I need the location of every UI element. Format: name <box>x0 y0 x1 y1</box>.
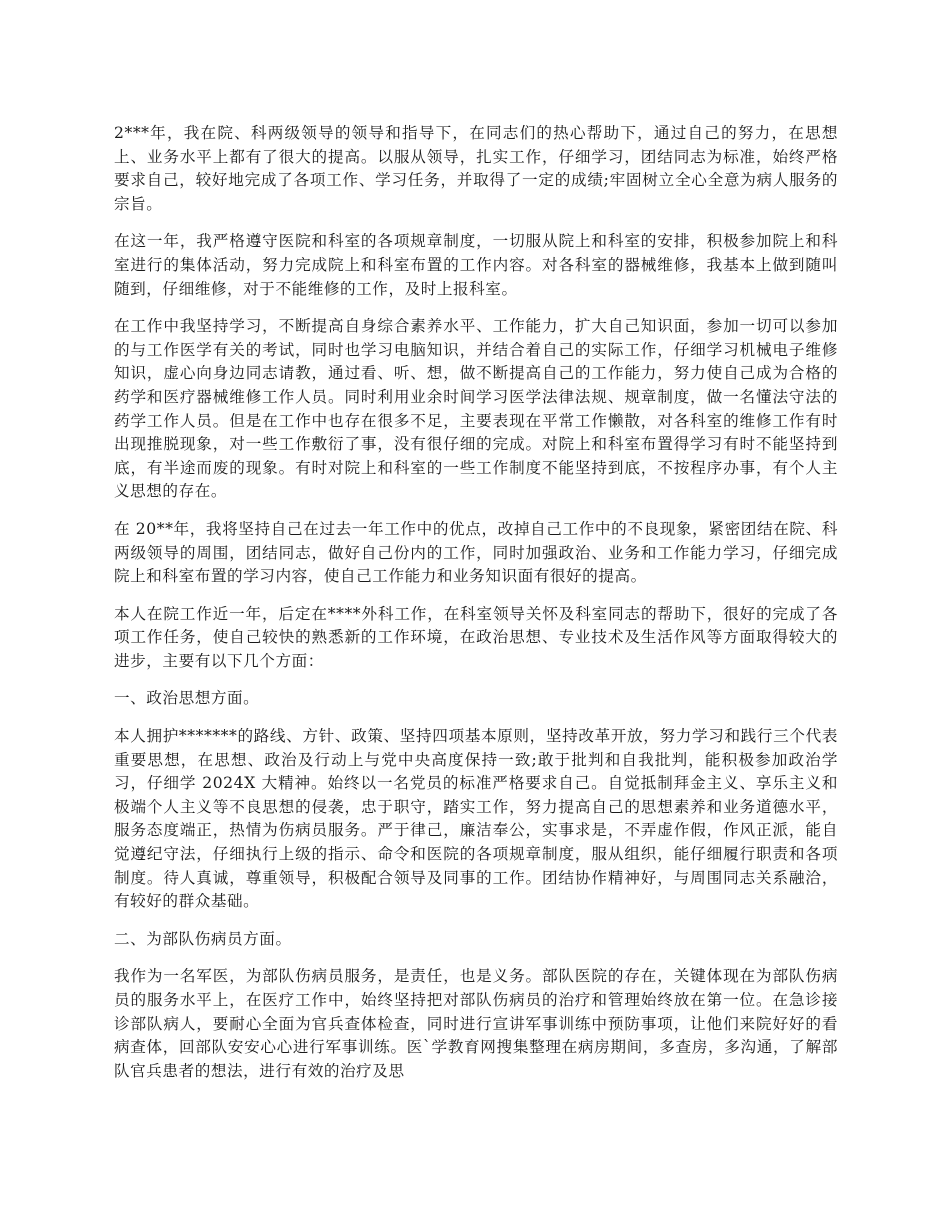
paragraph-3: 在工作中我坚持学习，不断提高自身综合素养水平、工作能力，扩大自己知识面，参加一切可以参加的与工作医学有关的考试，同时也学习电脑知识，并结合着自己的实际工作，仔细学习机械电子维修知识，虚心向身边同志请教，通过看、听、想，做不断提高自己的工作能力，努力使自己成为合格的药学和医疗器械维修工作人员。同时利用业余时间学习医学法律法规、规章制度，做一名懂法守法的药学工作人员。但是在工作中也存在很多不足，主要表现在平常工作懒散，对各科室的维修工作有时出现推脱现象，对一些工作敷衍了事，没有很仔细的完成。对院上和科室布置得学习有时不能坚持到底，有半途而废的现象。有时对院上和科室的一些工作制度不能坚持到底，不按程序办事，有个人主义思想的存在。 <box>114 317 838 501</box>
section-heading-political: 一、政治思想方面。 <box>114 689 260 708</box>
paragraph-6: 本人拥护*******的路线、方针、政策、坚持四项基本原则，坚持改革开放，努力学习和践行三个代表重要思想，在思想、政治及行动上与党中央高度保持一致;敢于批判和自我批判，能积极参加政治学习，仔细学 2024X 大精神。始终以一名党员的标准严格要求自己。自觉抵制拜金主义、享乐主义和极端个人主义等不良思想的侵袭，忠于职守，踏实工作，努力提高自己的思想素养和业务道德水平，服务态度端正，热情为伤病员服务。严于律己，廉洁奉公，实事求是，不弄虚作假，作风正派，能自觉遵纪守法，仔细执行上级的指示、命令和医院的各项规章制度，服从组织，能仔细履行职责和各项制度。待人真诚，尊重领导，积极配合领导及同事的工作。团结协作精神好，与周围同志关系融洽，有较好的群众基础。 <box>114 727 838 911</box>
paragraph-4: 在 20**年，我将坚持自己在过去一年工作中的优点，改掉自己工作中的不良现象，紧密团结在院、科两级领导的周围，团结同志，做好自己份内的工作，同时加强政治、业务和工作能力学习，仔细完成院上和科室布置的学习内容，使自己工作能力和业务知识面有很好的提高。 <box>114 519 838 586</box>
paragraph-5: 本人在院工作近一年，后定在****外科工作，在科室领导关怀及科室同志的帮助下，很好的完成了各项工作任务，使自己较快的熟悉新的工作环境，在政治思想、专业技术及生活作风等方面取得较大的进步，主要有以下几个方面： <box>114 604 838 670</box>
document-page <box>114 122 838 1097</box>
section-heading-troops: 二、为部队伤病员方面。 <box>114 929 292 948</box>
paragraph-2: 在这一年，我严格遵守医院和科室的各项规章制度，一切服从院上和科室的安排，积极参加院上和科室进行的集体活动，努力完成院上和科室布置的工作内容。对各科室的器械维修，我基本上做到随叫随到，仔细维修，对于不能维修的工作，及时上报科室。 <box>114 232 838 298</box>
paragraph-1: 2***年，我在院、科两级领导的领导和指导下，在同志们的热心帮助下，通过自己的努力，在思想上、业务水平上都有了很大的提高。以服从领导，扎实工作，仔细学习，团结同志为标准，始终严格要求自己，较好地完成了各项工作、学习任务，并取得了一定的成绩;牢固树立全心全意为病人服务的宗旨。 <box>114 124 838 213</box>
paragraph-7: 我作为一名军医，为部队伤病员服务，是责任，也是义务。部队医院的存在，关键体现在为部队伤病员的服务水平上，在医疗工作中，始终坚持把对部队伤病员的治疗和管理始终放在第一位。在急诊接诊部队病人，要耐心全面为官兵查体检查，同时进行宣讲军事训练中预防事项，让他们来院好好的看病查体，回部队安安心心进行军事训练。医`学教育网搜集整理在病房期间，多查房，多沟通，了解部队官兵患者的想法，进行有效的治疗及思 <box>114 967 838 1080</box>
